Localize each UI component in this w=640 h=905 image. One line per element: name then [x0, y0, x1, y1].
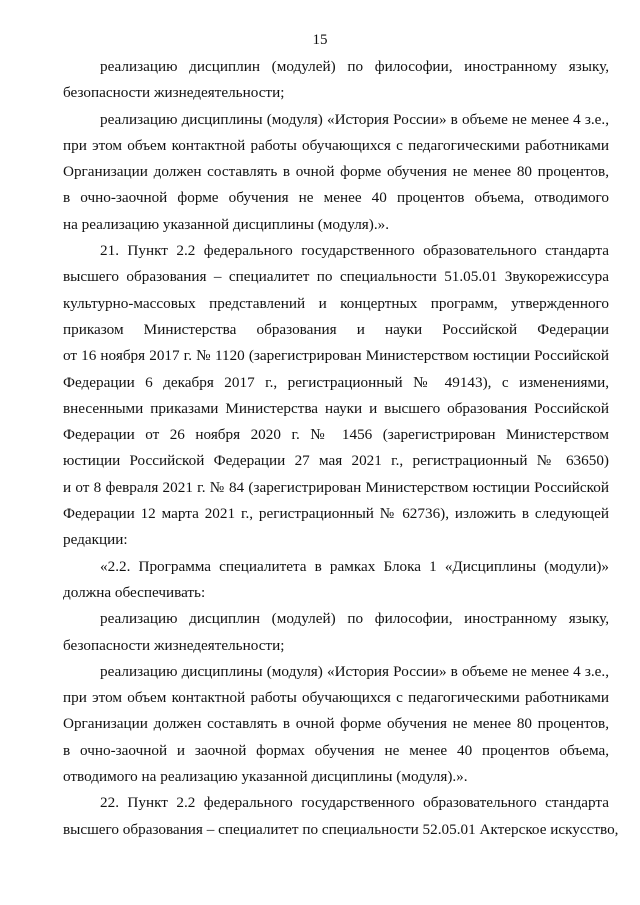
- text-line: 21. Пункт 2.2 федерального государственного образовательного стандарта: [100, 242, 609, 260]
- text-line: безопасности жизнедеятельности;: [63, 84, 285, 102]
- text-line: внесенными приказами Министерства науки и высшего образования Российской: [63, 399, 609, 417]
- text-line: от 16 ноября 2017 г. № 1120 (зарегистрирован Министерством юстиции Российской: [63, 347, 609, 365]
- body-text: [63, 54, 619, 843]
- text-line: при этом объем контактной работы обучающихся с педагогическими работниками: [63, 136, 609, 154]
- text-line: реализацию дисциплины (модуля) «История России» в объеме не менее 4 з.е.,: [100, 662, 609, 680]
- text-line: на реализацию указанной дисциплины (модуля).».: [63, 215, 390, 233]
- text-line: и от 8 февраля 2021 г. № 84 (зарегистрирован Министерством юстиции Российской: [63, 478, 609, 496]
- page-number: 15: [312, 32, 328, 48]
- text-line: реализацию дисциплин (модулей) по философии, иностранному языку,: [100, 58, 609, 75]
- text-line: реализацию дисциплин (модулей) по философии, иностранному языку,: [100, 610, 609, 628]
- text-line: редакции:: [63, 531, 128, 549]
- text-line: 22. Пункт 2.2 федерального государственного образовательного стандарта: [100, 794, 609, 812]
- text-line: Федерации от 26 ноября 2020 г. № 1456 (зарегистрирован Министерством: [63, 426, 609, 444]
- text-line: высшего образования – специалитет по специальности 52.05.01 Актерское искусство,: [63, 820, 619, 838]
- text-line: в очно-заочной и заочной формах обучения не менее 40 процентов объема,: [63, 741, 609, 759]
- text-line: Федерации 6 декабря 2017 г., регистрационный № 49143), с изменениями,: [63, 373, 609, 391]
- text-line: Организации должен составлять в очной форме обучения не менее 80 процентов,: [63, 163, 609, 181]
- text-line: культурно-массовых представлений и концертных программ, утвержденного: [63, 294, 609, 312]
- text-line: приказом Министерства образования и науки Российской Федерации: [63, 320, 609, 338]
- text-line: Федерации 12 марта 2021 г., регистрационный № 62736), изложить в следующей: [63, 505, 609, 523]
- text-line: реализацию дисциплины (модуля) «История России» в объеме не менее 4 з.е.,: [100, 110, 609, 128]
- text-line: в очно-заочной форме обучения не менее 40 процентов объема, отводимого: [63, 189, 609, 207]
- text-line: «2.2. Программа специалитета в рамках Блока 1 «Дисциплины (модули)»: [100, 557, 609, 575]
- text-line: при этом объем контактной работы обучающихся с педагогическими работниками: [63, 689, 609, 707]
- text-line: Организации должен составлять в очной форме обучения не менее 80 процентов,: [63, 715, 609, 733]
- text-line: безопасности жизнедеятельности;: [63, 636, 285, 654]
- text-line: юстиции Российской Федерации 27 мая 2021 г., регистрационный № 63650): [63, 452, 609, 470]
- text-line: отводимого на реализацию указанной дисциплины (модуля).».: [63, 768, 468, 786]
- text-line: должна обеспечивать:: [63, 583, 206, 601]
- text-line: высшего образования – специалитет по специальности 51.05.01 Звукорежиссура: [63, 268, 609, 286]
